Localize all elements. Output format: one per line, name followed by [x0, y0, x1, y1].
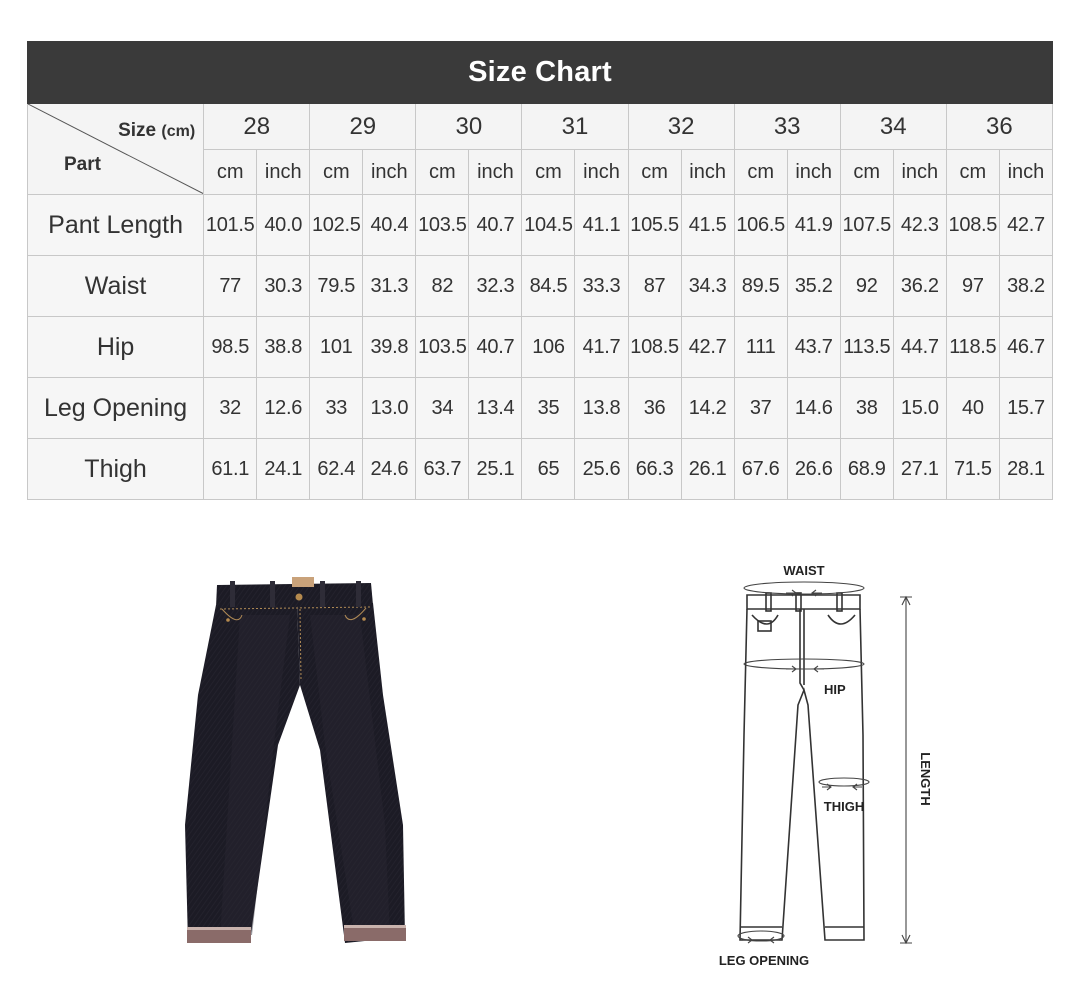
size-header: 31 [522, 104, 628, 150]
button-icon [296, 594, 303, 601]
value-inch-cell: 24.1 [257, 439, 310, 500]
value-cm-cell: 37 [734, 378, 787, 439]
size-header: 29 [310, 104, 416, 150]
value-cm-cell: 34 [416, 378, 469, 439]
value-inch-cell: 42.7 [999, 195, 1052, 256]
value-cm-cell: 105.5 [628, 195, 681, 256]
value-cm-cell: 32 [204, 378, 257, 439]
value-inch-cell: 14.6 [787, 378, 840, 439]
value-inch-cell: 31.3 [363, 256, 416, 317]
unit-header-cm: cm [416, 150, 469, 195]
unit-header-inch: inch [257, 150, 310, 195]
corner-part-label: Part [64, 154, 101, 175]
unit-header-cm: cm [522, 150, 575, 195]
value-cm-cell: 113.5 [840, 317, 893, 378]
value-cm-cell: 67.6 [734, 439, 787, 500]
value-cm-cell: 103.5 [416, 317, 469, 378]
size-chart-table [27, 41, 1053, 500]
leg-opening-label: LEG OPENING [718, 953, 810, 968]
value-inch-cell: 30.3 [257, 256, 310, 317]
value-inch-cell: 42.7 [681, 317, 734, 378]
thigh-label: THIGH [823, 799, 865, 814]
size-header: 30 [416, 104, 522, 150]
value-inch-cell: 40.4 [363, 195, 416, 256]
value-inch-cell: 26.1 [681, 439, 734, 500]
value-inch-cell: 34.3 [681, 256, 734, 317]
unit-header-cm: cm [204, 150, 257, 195]
value-cm-cell: 82 [416, 256, 469, 317]
value-inch-cell: 36.2 [893, 256, 946, 317]
part-label: Leg Opening [28, 378, 204, 439]
value-inch-cell: 25.1 [469, 439, 522, 500]
part-label: Waist [28, 256, 204, 317]
size-header: 28 [204, 104, 310, 150]
value-inch-cell: 43.7 [787, 317, 840, 378]
size-header: 36 [946, 104, 1052, 150]
measure-lines [738, 582, 912, 943]
unit-header-inch: inch [893, 150, 946, 195]
value-inch-cell: 42.3 [893, 195, 946, 256]
unit-header-inch: inch [787, 150, 840, 195]
unit-header-cm: cm [310, 150, 363, 195]
corner-size-label: Size (cm) [118, 120, 196, 141]
part-label: Thigh [28, 439, 204, 500]
value-cm-cell: 61.1 [204, 439, 257, 500]
value-cm-cell: 62.4 [310, 439, 363, 500]
value-cm-cell: 97 [946, 256, 999, 317]
value-inch-cell: 39.8 [363, 317, 416, 378]
value-cm-cell: 108.5 [628, 317, 681, 378]
jeans-body [185, 577, 406, 943]
value-inch-cell: 26.6 [787, 439, 840, 500]
unit-header-cm: cm [734, 150, 787, 195]
value-cm-cell: 92 [840, 256, 893, 317]
size-header: 34 [840, 104, 946, 150]
part-label: Pant Length [28, 195, 204, 256]
value-cm-cell: 77 [204, 256, 257, 317]
value-cm-cell: 103.5 [416, 195, 469, 256]
value-cm-cell: 106.5 [734, 195, 787, 256]
value-cm-cell: 84.5 [522, 256, 575, 317]
value-inch-cell: 38.2 [999, 256, 1052, 317]
table-row [28, 195, 1053, 256]
label-patch-icon [292, 577, 314, 587]
value-cm-cell: 101 [310, 317, 363, 378]
table-row [28, 439, 1053, 500]
value-inch-cell: 28.1 [999, 439, 1052, 500]
value-cm-cell: 79.5 [310, 256, 363, 317]
value-cm-cell: 68.9 [840, 439, 893, 500]
value-inch-cell: 27.1 [893, 439, 946, 500]
value-cm-cell: 107.5 [840, 195, 893, 256]
size-chart-title: Size Chart [28, 42, 1053, 104]
unit-header-cm: cm [946, 150, 999, 195]
value-cm-cell: 111 [734, 317, 787, 378]
unit-header-cm: cm [840, 150, 893, 195]
value-cm-cell: 102.5 [310, 195, 363, 256]
value-inch-cell: 24.6 [363, 439, 416, 500]
value-inch-cell: 32.3 [469, 256, 522, 317]
unit-header-inch: inch [363, 150, 416, 195]
value-cm-cell: 106 [522, 317, 575, 378]
value-inch-cell: 13.4 [469, 378, 522, 439]
value-cm-cell: 118.5 [946, 317, 999, 378]
value-inch-cell: 12.6 [257, 378, 310, 439]
value-cm-cell: 38 [840, 378, 893, 439]
value-inch-cell: 40.7 [469, 317, 522, 378]
waist-label: WAIST [783, 563, 825, 578]
value-inch-cell: 15.0 [893, 378, 946, 439]
value-cm-cell: 35 [522, 378, 575, 439]
value-cm-cell: 65 [522, 439, 575, 500]
jeans-photo [180, 575, 410, 955]
value-inch-cell: 46.7 [999, 317, 1052, 378]
value-inch-cell: 33.3 [575, 256, 628, 317]
length-label: LENGTH [918, 752, 933, 806]
table-row [28, 378, 1053, 439]
size-header: 32 [628, 104, 734, 150]
size-chart-body [28, 195, 1053, 500]
header-corner-cell [28, 104, 204, 195]
value-inch-cell: 35.2 [787, 256, 840, 317]
value-inch-cell: 15.7 [999, 378, 1052, 439]
value-cm-cell: 104.5 [522, 195, 575, 256]
value-inch-cell: 13.0 [363, 378, 416, 439]
size-header: 33 [734, 104, 840, 150]
unit-header-inch: inch [681, 150, 734, 195]
value-inch-cell: 14.2 [681, 378, 734, 439]
value-cm-cell: 71.5 [946, 439, 999, 500]
value-inch-cell: 44.7 [893, 317, 946, 378]
table-row [28, 317, 1053, 378]
unit-header-inch: inch [999, 150, 1052, 195]
value-cm-cell: 36 [628, 378, 681, 439]
corner-diagonal [28, 104, 204, 194]
value-cm-cell: 89.5 [734, 256, 787, 317]
value-inch-cell: 40.0 [257, 195, 310, 256]
value-inch-cell: 25.6 [575, 439, 628, 500]
value-cm-cell: 101.5 [204, 195, 257, 256]
unit-header-inch: inch [575, 150, 628, 195]
value-inch-cell: 41.5 [681, 195, 734, 256]
value-inch-cell: 41.9 [787, 195, 840, 256]
value-cm-cell: 33 [310, 378, 363, 439]
value-cm-cell: 40 [946, 378, 999, 439]
value-inch-cell: 41.7 [575, 317, 628, 378]
hip-label: HIP [824, 682, 846, 697]
value-inch-cell: 13.8 [575, 378, 628, 439]
value-inch-cell: 40.7 [469, 195, 522, 256]
value-cm-cell: 87 [628, 256, 681, 317]
unit-header-inch: inch [469, 150, 522, 195]
value-inch-cell: 38.8 [257, 317, 310, 378]
unit-header-cm: cm [628, 150, 681, 195]
value-cm-cell: 66.3 [628, 439, 681, 500]
part-label: Hip [28, 317, 204, 378]
pants-outline [740, 593, 864, 940]
value-inch-cell: 41.1 [575, 195, 628, 256]
value-cm-cell: 63.7 [416, 439, 469, 500]
value-cm-cell: 98.5 [204, 317, 257, 378]
measurement-diagram [700, 555, 960, 975]
value-cm-cell: 108.5 [946, 195, 999, 256]
table-row [28, 256, 1053, 317]
